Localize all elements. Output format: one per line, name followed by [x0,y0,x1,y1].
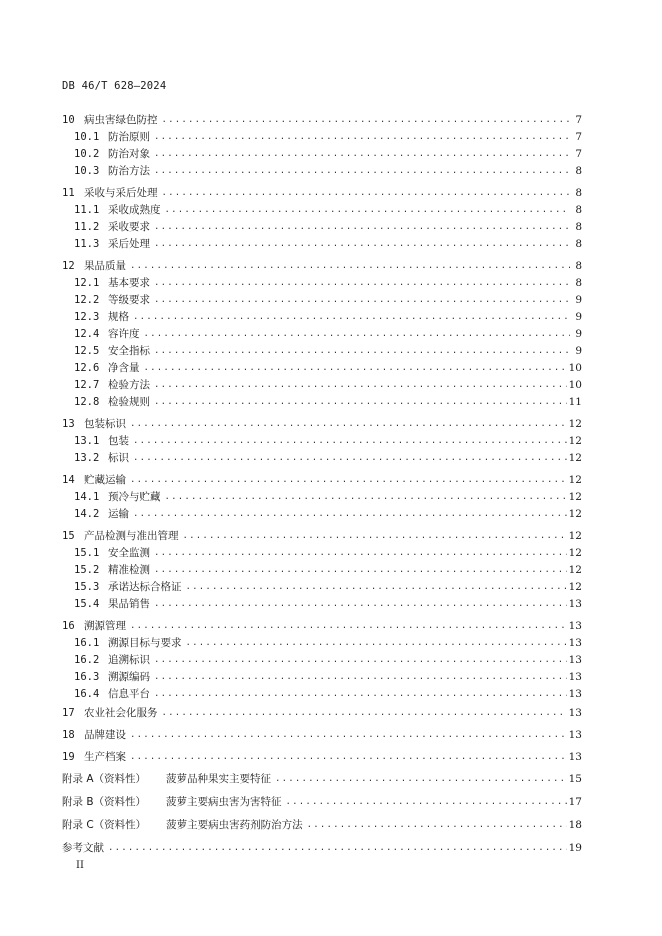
toc-entry-number: 11 [62,187,75,199]
toc-entry-title: 精准检测 [108,564,150,576]
toc-entry-title: 标识 [108,452,129,464]
toc-leader-dots [108,840,567,856]
toc-page-number: 19 [568,842,582,854]
toc-entry-title: 采收要求 [108,221,150,233]
toc-section-entry[interactable] [62,360,582,376]
toc-leader-dots [130,749,567,765]
toc-entry-number: 13.1 [74,435,100,447]
toc-leader-dots [162,705,567,721]
toc-leader-dots [186,635,567,651]
toc-section-entry[interactable] [62,394,582,410]
toc-page-number: 10 [568,379,582,391]
toc-entry-title: 溯源管理 [84,620,126,632]
toc-section-entry[interactable] [62,146,582,162]
toc-appendix-entry[interactable] [62,794,582,810]
toc-entry-title: 检验方法 [108,379,150,391]
toc-section-entry[interactable] [62,292,582,308]
toc-page-number: 12 [568,581,582,593]
toc-page-number: 12 [568,508,582,520]
toc-entry-title: 果品销售 [108,598,150,610]
toc-entry-title: 承诺达标合格证 [108,581,182,593]
toc-entry-number: 12 [62,260,75,272]
toc-section-entry[interactable] [62,129,582,145]
toc-section-entry[interactable] [62,163,582,179]
toc-section-entry[interactable] [62,579,582,595]
toc-entry-title: 基本要求 [108,277,150,289]
toc-entry-number: 12.3 [74,311,100,323]
toc-entry-number: 17 [62,707,75,719]
toc-leader-dots [307,817,567,833]
toc-section-entry[interactable] [62,596,582,612]
toc-section-entry[interactable] [62,506,582,522]
toc-leader-dots [154,236,570,252]
toc-entry-title: 品牌建设 [84,729,126,741]
toc-chapter-entry[interactable] [62,185,582,201]
page-number-footer: II [76,860,84,871]
toc-chapter-entry[interactable] [62,618,582,634]
toc-page-number: 9 [575,328,582,340]
toc-entry-number: 10.1 [74,131,100,143]
toc-page-number: 12 [568,530,582,542]
toc-entry-title: 菠萝主要病虫害为害特征 [166,796,282,808]
toc-page-number: 7 [575,131,582,143]
toc-page-number: 17 [568,796,582,808]
toc-entry-number: 18 [62,729,75,741]
toc-entry-number: 10 [62,114,75,126]
toc-leader-dots [133,450,567,466]
toc-leader-dots [183,528,567,544]
toc-page-number: 9 [575,311,582,323]
toc-entry-number: 12.6 [74,362,100,374]
toc-page-number: 13 [568,637,582,649]
toc-page-number: 15 [568,773,582,785]
toc-leader-dots [130,472,567,488]
toc-leader-dots [154,129,570,145]
toc-page-number: 12 [568,435,582,447]
toc-chapter-entry[interactable] [62,727,582,743]
toc-entry-title: 参考文献 [62,842,104,854]
toc-entry-title: 容许度 [108,328,140,340]
toc-entry-title: 采收与采后处理 [84,187,158,199]
toc-page-number: 12 [568,547,582,559]
toc-entry-number: 11.1 [74,204,100,216]
toc-page-number: 13 [568,620,582,632]
toc-leader-dots [154,377,567,393]
toc-page-number: 9 [575,294,582,306]
toc-leader-dots [133,309,570,325]
toc-leader-dots [154,596,567,612]
toc-leader-dots [130,258,570,274]
toc-entry-title: 规格 [108,311,129,323]
toc-entry-title: 溯源目标与要求 [108,637,182,649]
toc-leader-dots [162,112,571,128]
toc-leader-dots [154,545,567,561]
toc-page-number: 13 [568,688,582,700]
toc-page-number: 12 [568,418,582,430]
toc-page-number: 8 [575,221,582,233]
toc-entry-title: 农业社会化服务 [84,707,158,719]
toc-page-number: 12 [568,474,582,486]
toc-page-number: 7 [575,114,582,126]
toc-leader-dots [130,618,567,634]
toc-entry-title: 贮藏运输 [84,474,126,486]
toc-leader-dots [133,433,567,449]
toc-page-number: 8 [575,277,582,289]
toc-leader-dots [154,163,570,179]
toc-leader-dots [162,185,571,201]
toc-entry-number: 12.2 [74,294,100,306]
toc-leader-dots [154,343,570,359]
toc-entry-number: 15.4 [74,598,100,610]
toc-entry-title: 果品质量 [84,260,126,272]
toc-section-entry[interactable] [62,686,582,702]
toc-entry-number: 12.7 [74,379,100,391]
toc-leader-dots [286,794,567,810]
document-code-header: DB 46/T 628—2024 [62,80,167,92]
toc-entry-number: 15.1 [74,547,100,559]
toc-entry-title: 包装 [108,435,129,447]
toc-entry-title: 防治方法 [108,165,150,177]
toc-chapter-entry[interactable] [62,705,582,721]
toc-page-number: 13 [568,707,582,719]
toc-section-entry[interactable] [62,219,582,235]
toc-section-entry[interactable] [62,635,582,651]
toc-section-entry[interactable] [62,545,582,561]
toc-section-entry[interactable] [62,343,582,359]
toc-section-entry[interactable] [62,236,582,252]
toc-entry-number: 16.3 [74,671,100,683]
toc-leader-dots [154,292,570,308]
toc-section-entry[interactable] [62,275,582,291]
toc-entry-title: 菠萝主要病虫害药剂防治方法 [166,819,303,831]
toc-entry-title: 检验规则 [108,396,150,408]
toc-leader-dots [154,669,567,685]
toc-chapter-entry[interactable] [62,472,582,488]
toc-leader-dots [154,652,567,668]
toc-appendix-entry[interactable] [62,771,582,787]
toc-leader-dots [275,771,567,787]
toc-entry-number: 16.2 [74,654,100,666]
toc-page-number: 13 [568,671,582,683]
toc-leader-dots [144,326,571,342]
toc-section-entry[interactable] [62,450,582,466]
toc-appendix-entry[interactable] [62,840,582,856]
toc-leader-dots [165,202,571,218]
toc-page-number: 12 [568,491,582,503]
toc-page-number: 8 [575,165,582,177]
toc-page-number: 8 [575,204,582,216]
toc-entry-title: 等级要求 [108,294,150,306]
toc-entry-number: 12.1 [74,277,100,289]
toc-entry-number: 12.5 [74,345,100,357]
toc-entry-number: 14.2 [74,508,100,520]
toc-page-number: 13 [568,598,582,610]
toc-entry-title: 包装标识 [84,418,126,430]
toc-entry-number: 15 [62,530,75,542]
toc-entry-number: 16.4 [74,688,100,700]
toc-leader-dots [154,275,570,291]
toc-page-number: 10 [568,362,582,374]
toc-page-number: 7 [575,148,582,160]
toc-entry-number: 13.2 [74,452,100,464]
toc-leader-dots [130,416,567,432]
toc-entry-number: 附录 C（资料性） [62,819,147,831]
toc-entry-title: 安全监测 [108,547,150,559]
toc-page-number: 13 [568,751,582,763]
toc-entry-title: 菠萝品种果实主要特征 [166,773,272,785]
toc-leader-dots [154,394,567,410]
toc-section-entry[interactable] [62,309,582,325]
toc-section-entry[interactable] [62,652,582,668]
toc-entry-title: 预冷与贮藏 [108,491,161,503]
toc-leader-dots [154,686,567,702]
toc-entry-title: 产品检测与准出管理 [84,530,179,542]
toc-entry-title: 信息平台 [108,688,150,700]
toc-page-number: 13 [568,654,582,666]
toc-entry-number: 14.1 [74,491,100,503]
toc-entry-title: 安全指标 [108,345,150,357]
toc-entry-title: 生产档案 [84,751,126,763]
toc-leader-dots [186,579,567,595]
toc-page-number: 18 [568,819,582,831]
toc-leader-dots [165,489,567,505]
toc-chapter-entry[interactable] [62,749,582,765]
toc-entry-title: 运输 [108,508,129,520]
toc-entry-title: 追溯标识 [108,654,150,666]
toc-page-number: 11 [568,396,582,408]
toc-entry-title: 净含量 [108,362,140,374]
toc-leader-dots [154,219,570,235]
toc-page-number: 8 [575,260,582,272]
toc-page-number: 9 [575,345,582,357]
toc-entry-number: 19 [62,751,75,763]
toc-section-entry[interactable] [62,202,582,218]
toc-section-entry[interactable] [62,433,582,449]
toc-leader-dots [154,562,567,578]
toc-entry-number: 10.2 [74,148,100,160]
toc-chapter-entry[interactable] [62,112,582,128]
toc-page-number: 8 [575,187,582,199]
toc-entry-number: 14 [62,474,75,486]
toc-page-number: 8 [575,238,582,250]
toc-leader-dots [154,146,570,162]
toc-leader-dots [144,360,567,376]
toc-leader-dots [130,727,567,743]
toc-chapter-entry[interactable] [62,528,582,544]
toc-entry-title: 采后处理 [108,238,150,250]
toc-chapter-entry[interactable] [62,416,582,432]
toc-entry-title: 采收成熟度 [108,204,161,216]
toc-entry-title: 防治原则 [108,131,150,143]
toc-page-number: 12 [568,452,582,464]
toc-entry-number: 附录 A（资料性） [62,773,147,785]
toc-page-number: 12 [568,564,582,576]
toc-appendix-entry[interactable] [62,817,582,833]
toc-entry-number: 15.2 [74,564,100,576]
toc-entry-number: 12.8 [74,396,100,408]
toc-section-entry[interactable] [62,377,582,393]
toc-section-entry[interactable] [62,562,582,578]
toc-entry-title: 溯源编码 [108,671,150,683]
toc-entry-number: 11.3 [74,238,100,250]
toc-entry-title: 防治对象 [108,148,150,160]
toc-section-entry[interactable] [62,669,582,685]
toc-entry-number: 12.4 [74,328,100,340]
toc-entry-number: 15.3 [74,581,100,593]
toc-entry-number: 16.1 [74,637,100,649]
toc-entry-number: 11.2 [74,221,100,233]
toc-entry-title: 病虫害绿色防控 [84,114,158,126]
toc-leader-dots [133,506,567,522]
toc-entry-number: 10.3 [74,165,100,177]
toc-chapter-entry[interactable] [62,258,582,274]
toc-entry-number: 附录 B（资料性） [62,796,147,808]
toc-section-entry[interactable] [62,489,582,505]
toc-page-number: 13 [568,729,582,741]
toc-entry-number: 13 [62,418,75,430]
toc-section-entry[interactable] [62,326,582,342]
toc-entry-number: 16 [62,620,75,632]
